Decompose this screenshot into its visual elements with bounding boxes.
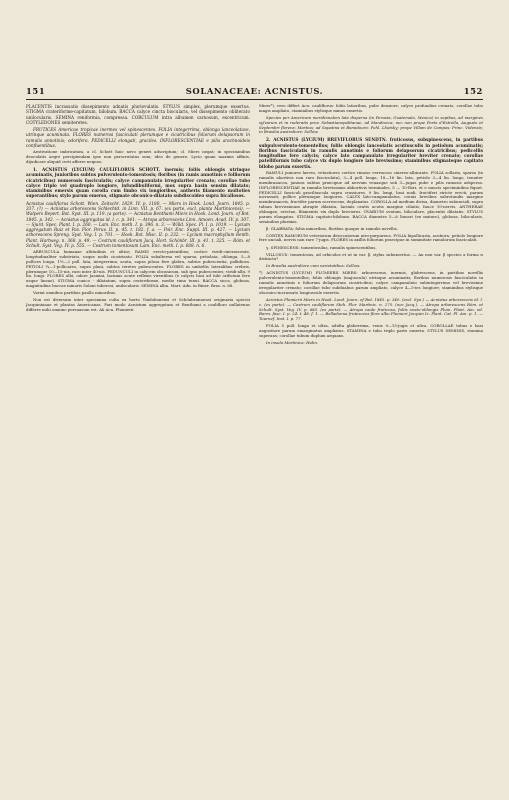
left-column [26, 104, 250, 780]
paragraph: In insula Martinica: Hahn. [266, 339, 319, 345]
page-number-right: 152 [463, 86, 483, 96]
paragraph: Acnistus Plumierii Miers in Hook. Lond. Journ. of Bot. 1845. p. 340. (excl. Syn.) — Acnistus arborescens id. l. c. (ex parte). — Cestrum cauliflorum Steh. Flor. Martinic. n. 275. (nec Jacq.). — Atropa arborescens Röm. et Schult. Syst. Veg. IV. p. 685. (ex parte). — Atropa caule fruticoso, foliis ovato-oblongis Plum. Plant. Am. ed. Burm. fasc. I. p. 24. t. 48. f. 1. — Belladonna frutescens flore albo Plumieri Jacquin Ic. Plant. Cat. Pl. Am. p. 1. — Tournef. Inst. I. p. 77. [259, 296, 483, 322]
paragraph: *) ACNISTUS (LYCIUM) PLUMIERII MIERS: arborescens, inermis, glabrescens, in partibus novellis pulverulento-tomentellus; foliis oblongis (majuscula) utrinque acuminatis; floribus numerosis fasciculatis in ramulis annotinis e foliorum delapsorum cicatricibus; calyce campanulato subintegerrimo vel brevissime irregulariter crenato; corollae tubo subduabus parum ampliato, calyce 4—5-ies longiore; staminibus stylisque obconico-incrassato longiuscule exsertis. [259, 270, 483, 295]
running-title: SOLANACEAE: ACNISTUS. [185, 86, 324, 96]
paragraph: Aestivatione imbricatum, a cl. Schott huic novo generi adscriptum; cl. Miers negat; in speciminibus deoculatis aegre percipiendam ipse non perscrutatus sum; ideo de genere, Lycio quam maxime affinis, dijudicare aliquid certi afferre nequeo. [26, 149, 250, 165]
paragraph: FRUTICES Americae tropicae inermes vel spinescentes. FOLIA integerrima, oblonga lanceolatave, utrinque acuminata. FLORES numerosi fasciculati plerumque e cicatricibus foliorum delapsorum in ramulis annotinis; odorifera. PEDICELLI elongati, graciles. INFLORESCENTIAE e pilis arachnoideis confluentibus. [26, 127, 250, 148]
paragraph: FOLIA 5 poll. longa et ultra, adulta glaberrima, venis 9—15-jugis et ultra. COROLLAE tubus e basi angustiore parum emarginatus ampliatus. STAMINA e tubo triplo parte exserta. STYLUS SEMINIS, stamina superans; corollae tubum duplum aequans. [259, 323, 483, 338]
paragraph: Species per Americam meridionalem late dispersa (in Peruvia, Guatemala, Mexico) in sepibus, ad margines sylvarum et in ruderatis prov. Sebastianopolitanae, ad Mandiocca, nec non prope Porto d'Estrella, Augusto et Septembri florens: Martius; ad Sapatina et Bamidouro: Pohl. Lhotsky; prope Villam de Campos: Princ. Vidensis; in Brasilia australiore: Sellow. [259, 114, 483, 135]
page-number-left: 151 [26, 86, 46, 96]
running-header [26, 86, 483, 96]
paragraph: 1. ACNISTUS (LYCIUM) CAULIFLORUS SCHOTT. inermis; foliis oblongis utrinque acuminatis, junioribus subtus pulverulento-tomentosis; floribus (in ramis annotinis e folliorum cicatricibus) numerosis fasciculatis; calyce campanulato irregulariter crenato; corollae tubo calyce triplo vel quadruplo longiore, infundibuliformi, mox supra basin sensim dilatato; staminibus emersis quam corolla cum limbo vix longioribus, antheris filamento multoties superantibus; stylo parum emerso, stigmate obconico-dilatato subdiscoideo supra bicallosos. [26, 167, 250, 199]
paragraph: 2. ACNISTUS (LYCIUM) BREVIFLORUS SENDTN. fruticosus, subspinescens, in partibus subpulverulento-tomentellus; foliis oblongis lanceolatis acutiusculis in petiolum acuminatis; floribus fasciculatis in ramulis annotinis e foliorum delapsorum cicatricibus; pedicellis longitudine fere calycis; calyce lato campanulato irregulariter breviter crenato; corollae patelliformis tubo calyce vix duplo longiore late brevissimo; staminibus stigmateque capitato bilobo parum exsertis. [259, 137, 483, 169]
paragraph: β. GLABRATA: foliis minoribus, floribus quoque in ramulis novellis. [266, 225, 398, 231]
paragraph: Miers*), vero differt Acn. cauliflorus: foliis latioribus, pube densiore, calyce profundius crenato, corollae tubo magis ampliato, staminibus stylisque minus exsertis. [259, 104, 483, 113]
paragraph: Acnistus cauliflorus Schott. Wien. Zeitschr. 1829. IV. p. 1180. — Miers in Hook. Lond. Journ. 1845. p. 337. (?) — Acnistus arborescens Schlechtd. in Linn. VII. p. 67. (ex parte, excl. planta Martinicensi). — Walpers Repert. Bot. Syst. III. p. 119. (a parte). — Acnistus Benthami Miers in Hook. Lond. Journ. of Bot. 1845. p. 342. — Acnistus aggregatus id. l. c. p. 341. — Atropa arborescens Linn. Amoen. Acad. IV. p. 307. — Sjurd. Spec. Plant. I. p. 260. — Lam. Enc. meth. I. p. 396. n. 3. — Willd. Spec. Pl. I. p. 1019. — Lycium aggregatum Ruiz et Pav. Flor. Peruv. II. p. 45. t. 182. f. a. — Poir. Enc. Suppl. III. p. 427. — Lycium arborescens Spreng. Syst. Veg. I. p. 701. — Hook. Bot. Misc. II. p. 232. — Lycium macrophyllum Benth. Plant. Hartweg. n. 368. p. 49. — Cestrum cauliflorum Jacq. Hort. Schönbr. III. p. 41. t. 325. — Röm. et Schult. Syst. Veg. IV. p. 555. — Cestrum tomentosum Lam. Enc. meth. I. p. 688. n. 6. [26, 200, 250, 248]
paragraph: Non est diversum inter specimina culta ex horto Vindobonensi et Schönbrunnensi originaria speciei Jacquinianae et plantas Americanas. Pari modo Acnistum aggregatum et Benthami a caulifloro nullatenus differre mihi omnino persuasum est. Ab Acn. Plumierii [26, 297, 250, 312]
paragraph: ARBUSCULA humanae altitudinis et altior; RAMIS erecto-patentibus; cortice viridi-cinerascente, longitudinaliter substriato, usque nodis cicatrisato. FOLIA subalterna vel sparsa, petiolata, oblonga, 5—8 pollices longa, 1½—2 poll. lata, integerrima, acuta, supra pilosa fere glabra, subtus pubescentia, pallidiora. PETIOLI ¼—1-pollicares, supra plani, subtus teretes pubescentes. FLORES in umbellis lateralibus crebris, plerumque 10—15-nis, raro inter 40-nis. PEDUNCULI in calycem obconicum, sub ipso pubescentes; viridi-albi, 9 lin. longi. FLORES albi, odore Jasmini, lacinias acute reflexis virentibus (e calycis basi ad tubi orificium fere usque lineae). STIGMA conico - dilatatum, supra crateriforme, medio rima tenui. BACCA sicca, globosa, magnitudine baccae minoris Solani tuberosi, unilocularis. SEMINA alba. Mart. Adn. in Biner. Bras. n. 68. [26, 249, 250, 289]
paragraph: In Brasilia australiore cum varietatibus: Sellow. [266, 263, 361, 269]
paragraph: VILLOSUS: tomentosus, ad orbiculos et ut in var. β, stylus subexsertus. — An non var. β species a forma α distincta? [259, 251, 483, 262]
paragraph: CORTEX RAMORUM veteriorum desiccatorum atro-purpureus. FOLIA bipollicaria, acutiora, petiolo longiore fere unciali, nervis non rare 7-jugis. FLORES in axillis foliorum praecipue in summitate ramulorum fasciculati. [259, 232, 483, 243]
right-column [259, 104, 483, 780]
paragraph: γ. SPINESCENS: tomentosulus, ramulis spinescentibus. [266, 244, 377, 250]
two-column-body [26, 104, 483, 780]
paragraph: RAMULI juniores laeves, vetustiores cortice rimoso verrucoso cinereo-albicante. FOLIA sollaria, sparsa (in ramulis abortivis non raro fasciculata), 3—4 poll. longa, 18—16 lin. lata, petiolo 3—4 lin. longo, tenuiter membranacea, juniora subtus praecipue ad nervum venasque sub 3—jugas pube e pilis ramosis adspersa. INFLORESCENTIAE in ramulis brevissimis abbortivis terminales, 5 — 10-flori, et e nuncis speciminibus fiquet. PEDICELLI fasciculi graciliuscula supra crassiores, 9 lin. longi, basi nudi, fructiferi stricte erecti, parum incrassati, pollice plerumque longiores. CALYX lato-campanulatus, crenis brevibus subrotundis margine membranaceis, fructifer parum accrescens, deplanatus. COROLLA ad medium divisa, diametro subunciali, supra tubum brevissimum abrupte dilatata, laciniis ovatis acutis margine ciliatis, fauce 10-nervis. ANTHERAE oblongae, erectae, filamentis vix duplo breviores. OVARIUM ovatum, biloculare, placentis dilatatis. STYLUS parum elongatus. STIGMA capitato-bilobum. BACCA diametro 5—6 lineari (ex maturo), globosa, bilocularis, seminibus plurimis. [259, 170, 483, 224]
header-rule [26, 99, 483, 100]
paragraph: Variat omnibus partibus paullo minoribus. [33, 290, 117, 296]
paragraph: PLACENTIS incrassatis dissepimento adnatis pluriovulatis. STYLUS simplex, plerumque exsertus. STIGMA crateriforme-capitatum, bilobum. BACCA calyce cincta biocularis, vel dissepimento obliterato unilocularis. SEMINA reniformia, compressa. CORCULUM intra albumen carnosum, excentricum. COTYLEDONES semiteretes. [26, 104, 250, 125]
